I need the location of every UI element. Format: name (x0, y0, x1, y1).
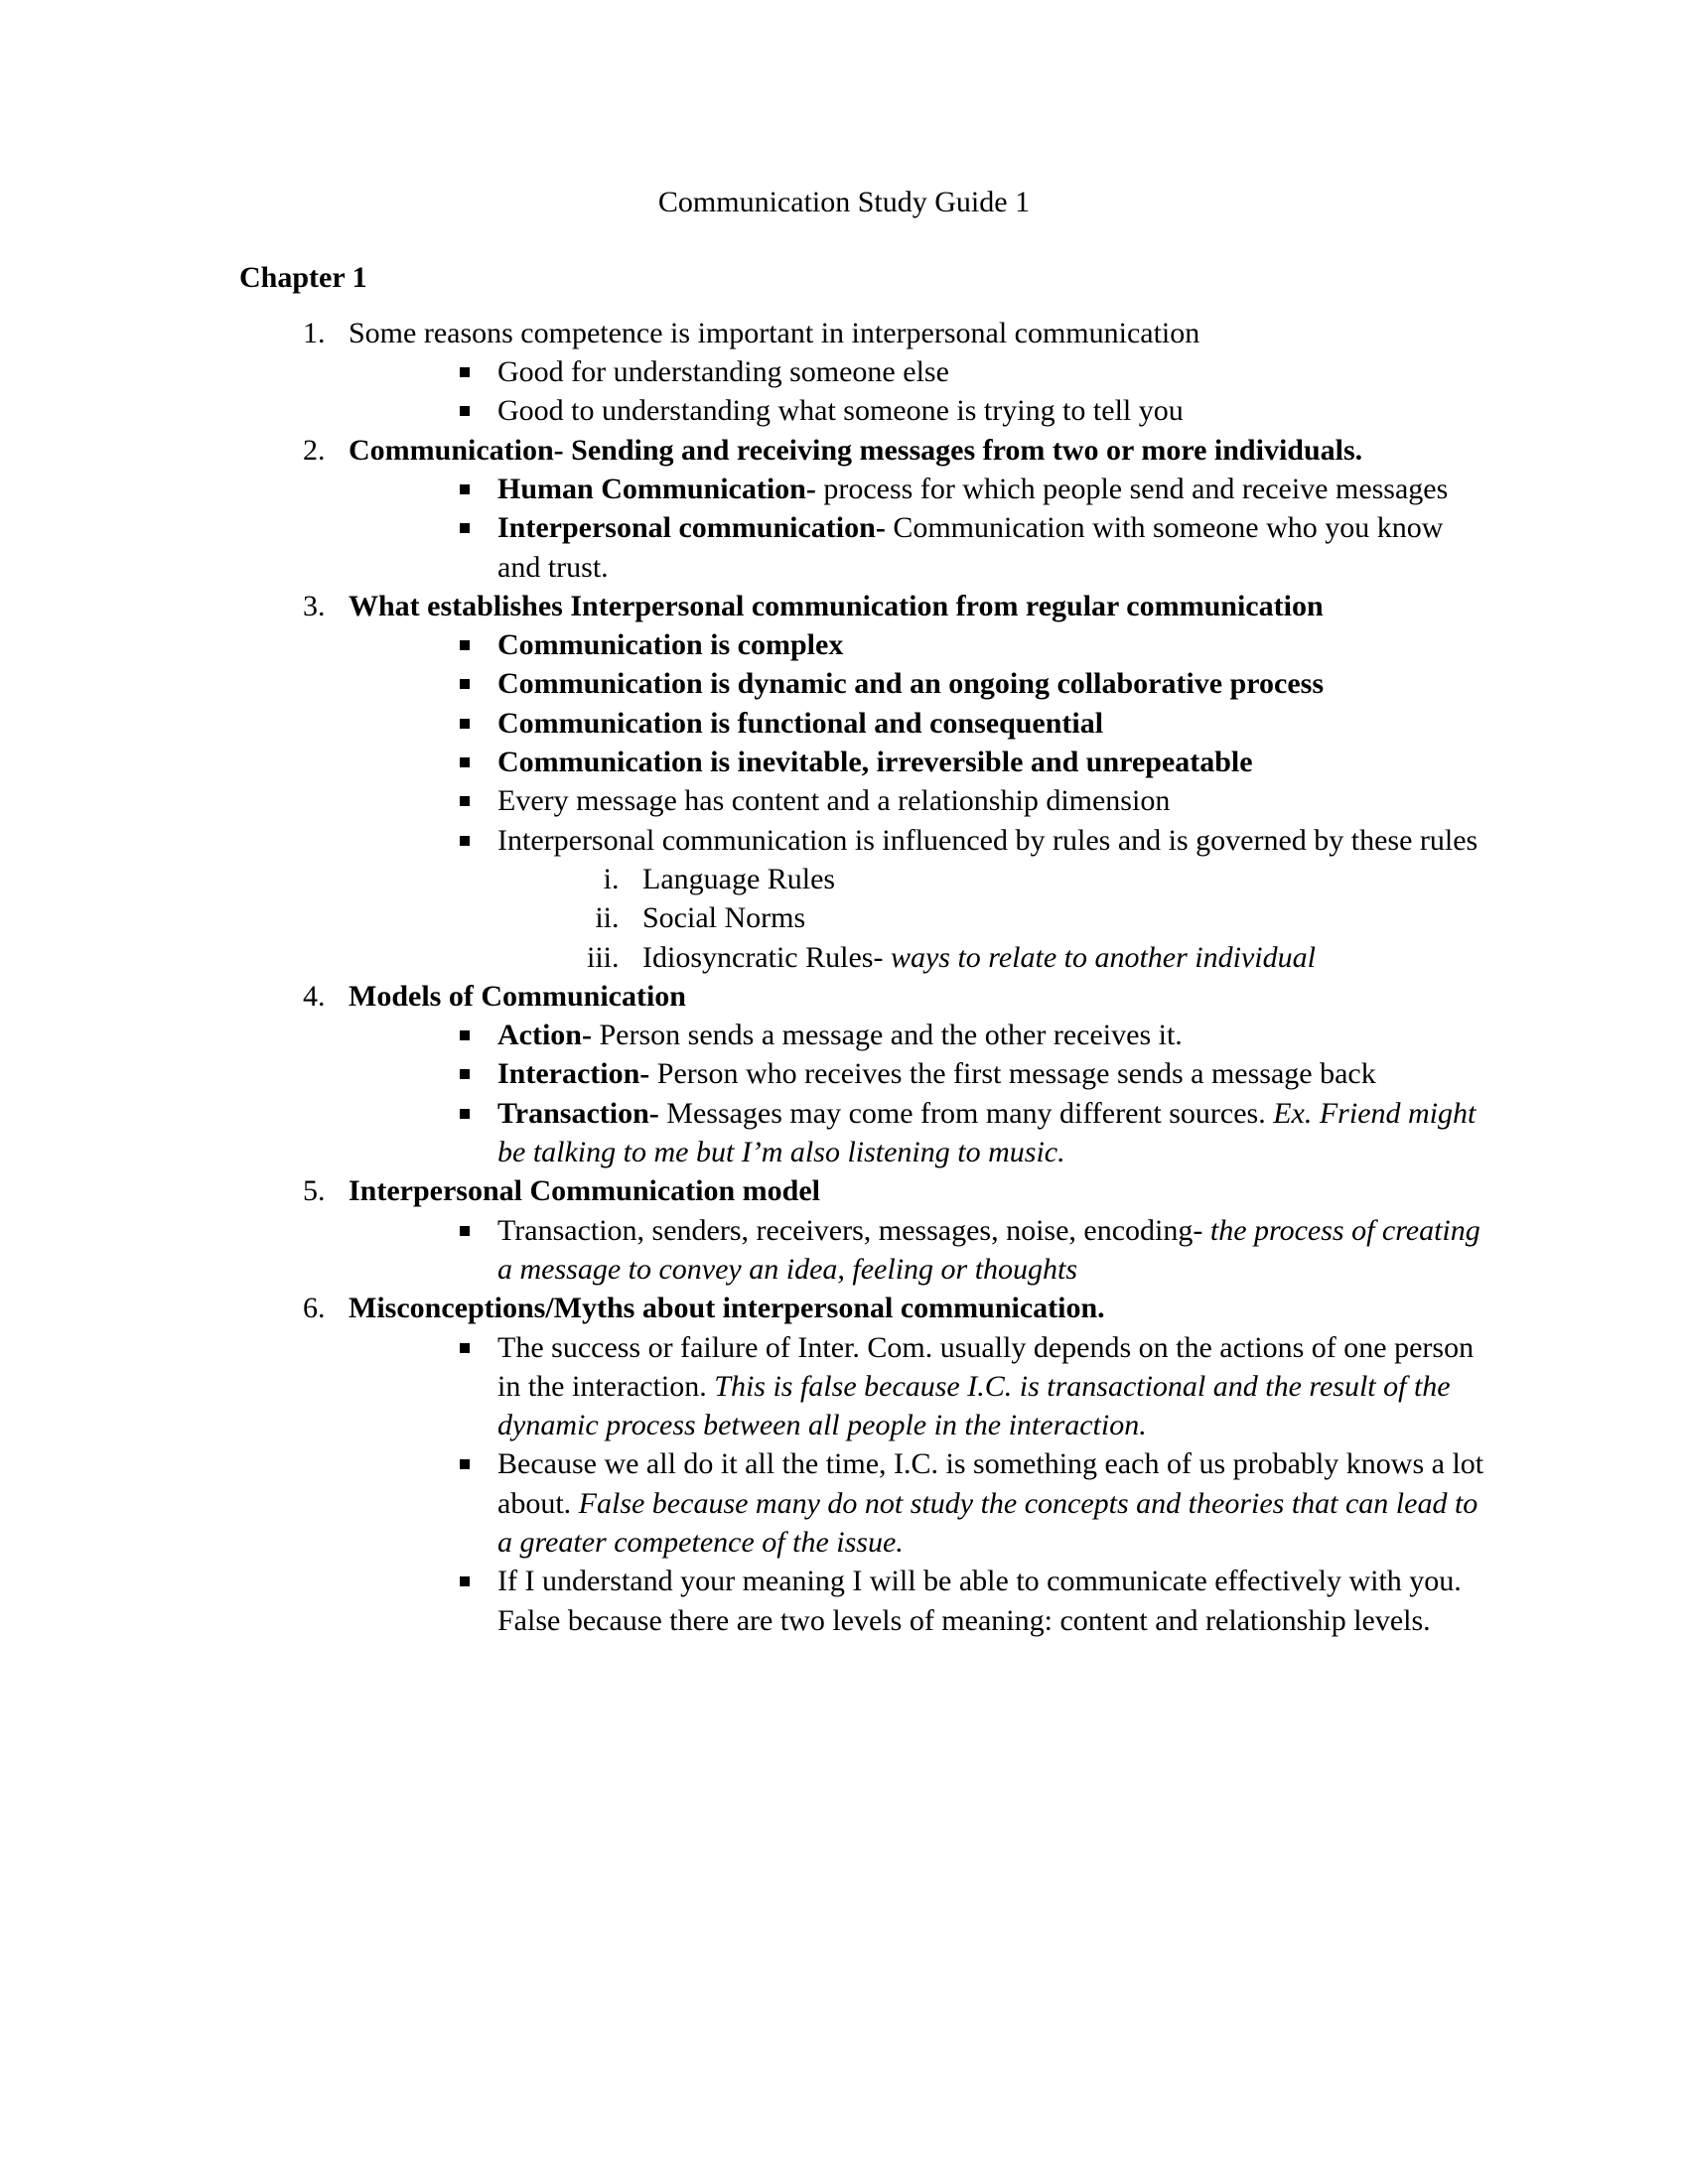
outline-item-level2 (456, 1562, 1484, 1640)
outline-item-italic-tail: the process of creating a message to convey an idea, feeling or thoughts (497, 1213, 1480, 1286)
outline-item-bold-lead: Communication is complex (497, 628, 844, 662)
outline-item-text: Social Norms (642, 901, 806, 935)
outline-item-level2 (456, 664, 1484, 703)
outline-item-italic-tail: ways to relate to another individual (883, 940, 1316, 974)
outline-item-text: 3. What establishes Interpersonal communication from regular communication (349, 589, 1324, 622)
outline-item-text: 4. Models of Communication (349, 979, 686, 1013)
outline-sublist-level2 (349, 1328, 1484, 1640)
outline-item-text: Communication with someone who you know and trust. (497, 511, 1444, 584)
outline-item-level2 (456, 391, 1484, 430)
outline-item-level2 (456, 1016, 1484, 1054)
outline-sublist-level3 (497, 860, 1484, 977)
outline-item-text: 6. Misconceptions/Myths about interpersonal communication. (349, 1292, 1105, 1325)
outline-item-italic-tail: This is false because I.C. is transactional and the result of the dynamic process between all people in the interaction. (497, 1369, 1451, 1442)
outline-item-level2 (456, 625, 1484, 664)
outline-item-bold-lead: Communication is functional and consequential (497, 706, 1104, 740)
outline-sublist-level2 (349, 1211, 1484, 1290)
outline-item-bold-lead: Communication is inevitable, irreversible and unrepeatable (497, 746, 1253, 779)
outline-item-text: Person who receives the first message sends a message back (649, 1057, 1376, 1091)
outline-item-bold-lead: Interaction- (497, 1057, 650, 1091)
outline-item-text: 5. Interpersonal Communication model (349, 1174, 820, 1208)
outline-item-text: The success or failure of Inter. Com. usually depends on the actions of one person in the interaction. (497, 1330, 1475, 1403)
outline-item-italic-tail: False because many do not study the concepts and theories that can lead to a greater competence of the issue. (497, 1486, 1478, 1559)
outline-item-text: If I understand your meaning I will be able to communicate effectively with you. False because there are two levels of meaning: content and relationship levels. (497, 1565, 1462, 1637)
outline-item-text: Messages may come from many different sources. (658, 1096, 1274, 1130)
outline-item-level1 (333, 431, 1484, 587)
outline-item-text: Good for understanding someone else (497, 355, 949, 389)
outline-sublist-level2 (349, 352, 1484, 431)
outline-item-level2 (456, 821, 1484, 977)
outline-item-text: 2. Communication- Sending and receiving messages from two or more individuals. (349, 433, 1363, 467)
outline-item-italic-tail: Ex. Friend might be talking to me but I’m also listening to music. (497, 1096, 1477, 1169)
outline-item-text: Transaction, senders, receivers, messages, noise, encoding- (497, 1213, 1203, 1247)
outline-item-level2 (456, 1054, 1484, 1093)
outline-item-level2 (456, 743, 1484, 781)
outline-item-level2 (456, 781, 1484, 820)
outline-item-text: process for which people send and receive messages (815, 472, 1449, 505)
outline-sublist-level2 (349, 625, 1484, 977)
outline-item-level2 (456, 508, 1484, 587)
outline-item-text: Every message has content and a relationship dimension (497, 784, 1171, 818)
outline-item-text: Good to understanding what someone is trying to tell you (497, 394, 1184, 428)
outline-item-bold-lead: Interpersonal communication- (497, 511, 886, 545)
outline-item-level1 (333, 977, 1484, 1171)
chapter-heading: Chapter 1 (239, 261, 367, 295)
outline-item-level2 (456, 704, 1484, 743)
outline-item-level2 (456, 352, 1484, 391)
outline-item-level1 (333, 1289, 1484, 1640)
outline-sublist-level2 (349, 1016, 1484, 1171)
outline-item-level3 (627, 938, 1484, 977)
outline-item-level3 (627, 898, 1484, 937)
outline-item-bold-lead: Communication is dynamic and an ongoing collaborative process (497, 667, 1325, 701)
outline-item-level2 (456, 1444, 1484, 1562)
page-title: Communication Study Guide 1 (657, 186, 1031, 218)
outline-item-text: Person sends a message and the other receives it. (591, 1019, 1183, 1052)
outline-item-text: Interpersonal communication is influenced by rules and is governed by these rules (497, 823, 1478, 857)
outline-item-level1 (333, 314, 1484, 431)
outline-list (204, 314, 1484, 1640)
outline-item-level2 (456, 1094, 1484, 1172)
outline-item-level1 (333, 1171, 1484, 1289)
outline-item-text: Idiosyncratic Rules- (642, 940, 884, 974)
outline-item-bold-lead: Human Communication- (497, 472, 816, 505)
outline-item-bold-lead: Action- (497, 1019, 592, 1052)
outline-item-level2 (456, 470, 1484, 508)
outline-item-level1 (333, 587, 1484, 977)
outline-item-level2 (456, 1211, 1484, 1290)
outline-item-level2 (456, 1328, 1484, 1445)
outline-item-text: Language Rules (642, 862, 836, 895)
outline-item-bold-lead: Transaction- (497, 1096, 659, 1130)
outline-sublist-level2 (349, 470, 1484, 587)
outline-item-text: 1. Some reasons competence is important in interpersonal communication (349, 316, 1200, 349)
outline-item-level3 (627, 860, 1484, 898)
outline-item-text: Because we all do it all the time, I.C. is something each of us probably knows a lot about. (497, 1447, 1484, 1520)
